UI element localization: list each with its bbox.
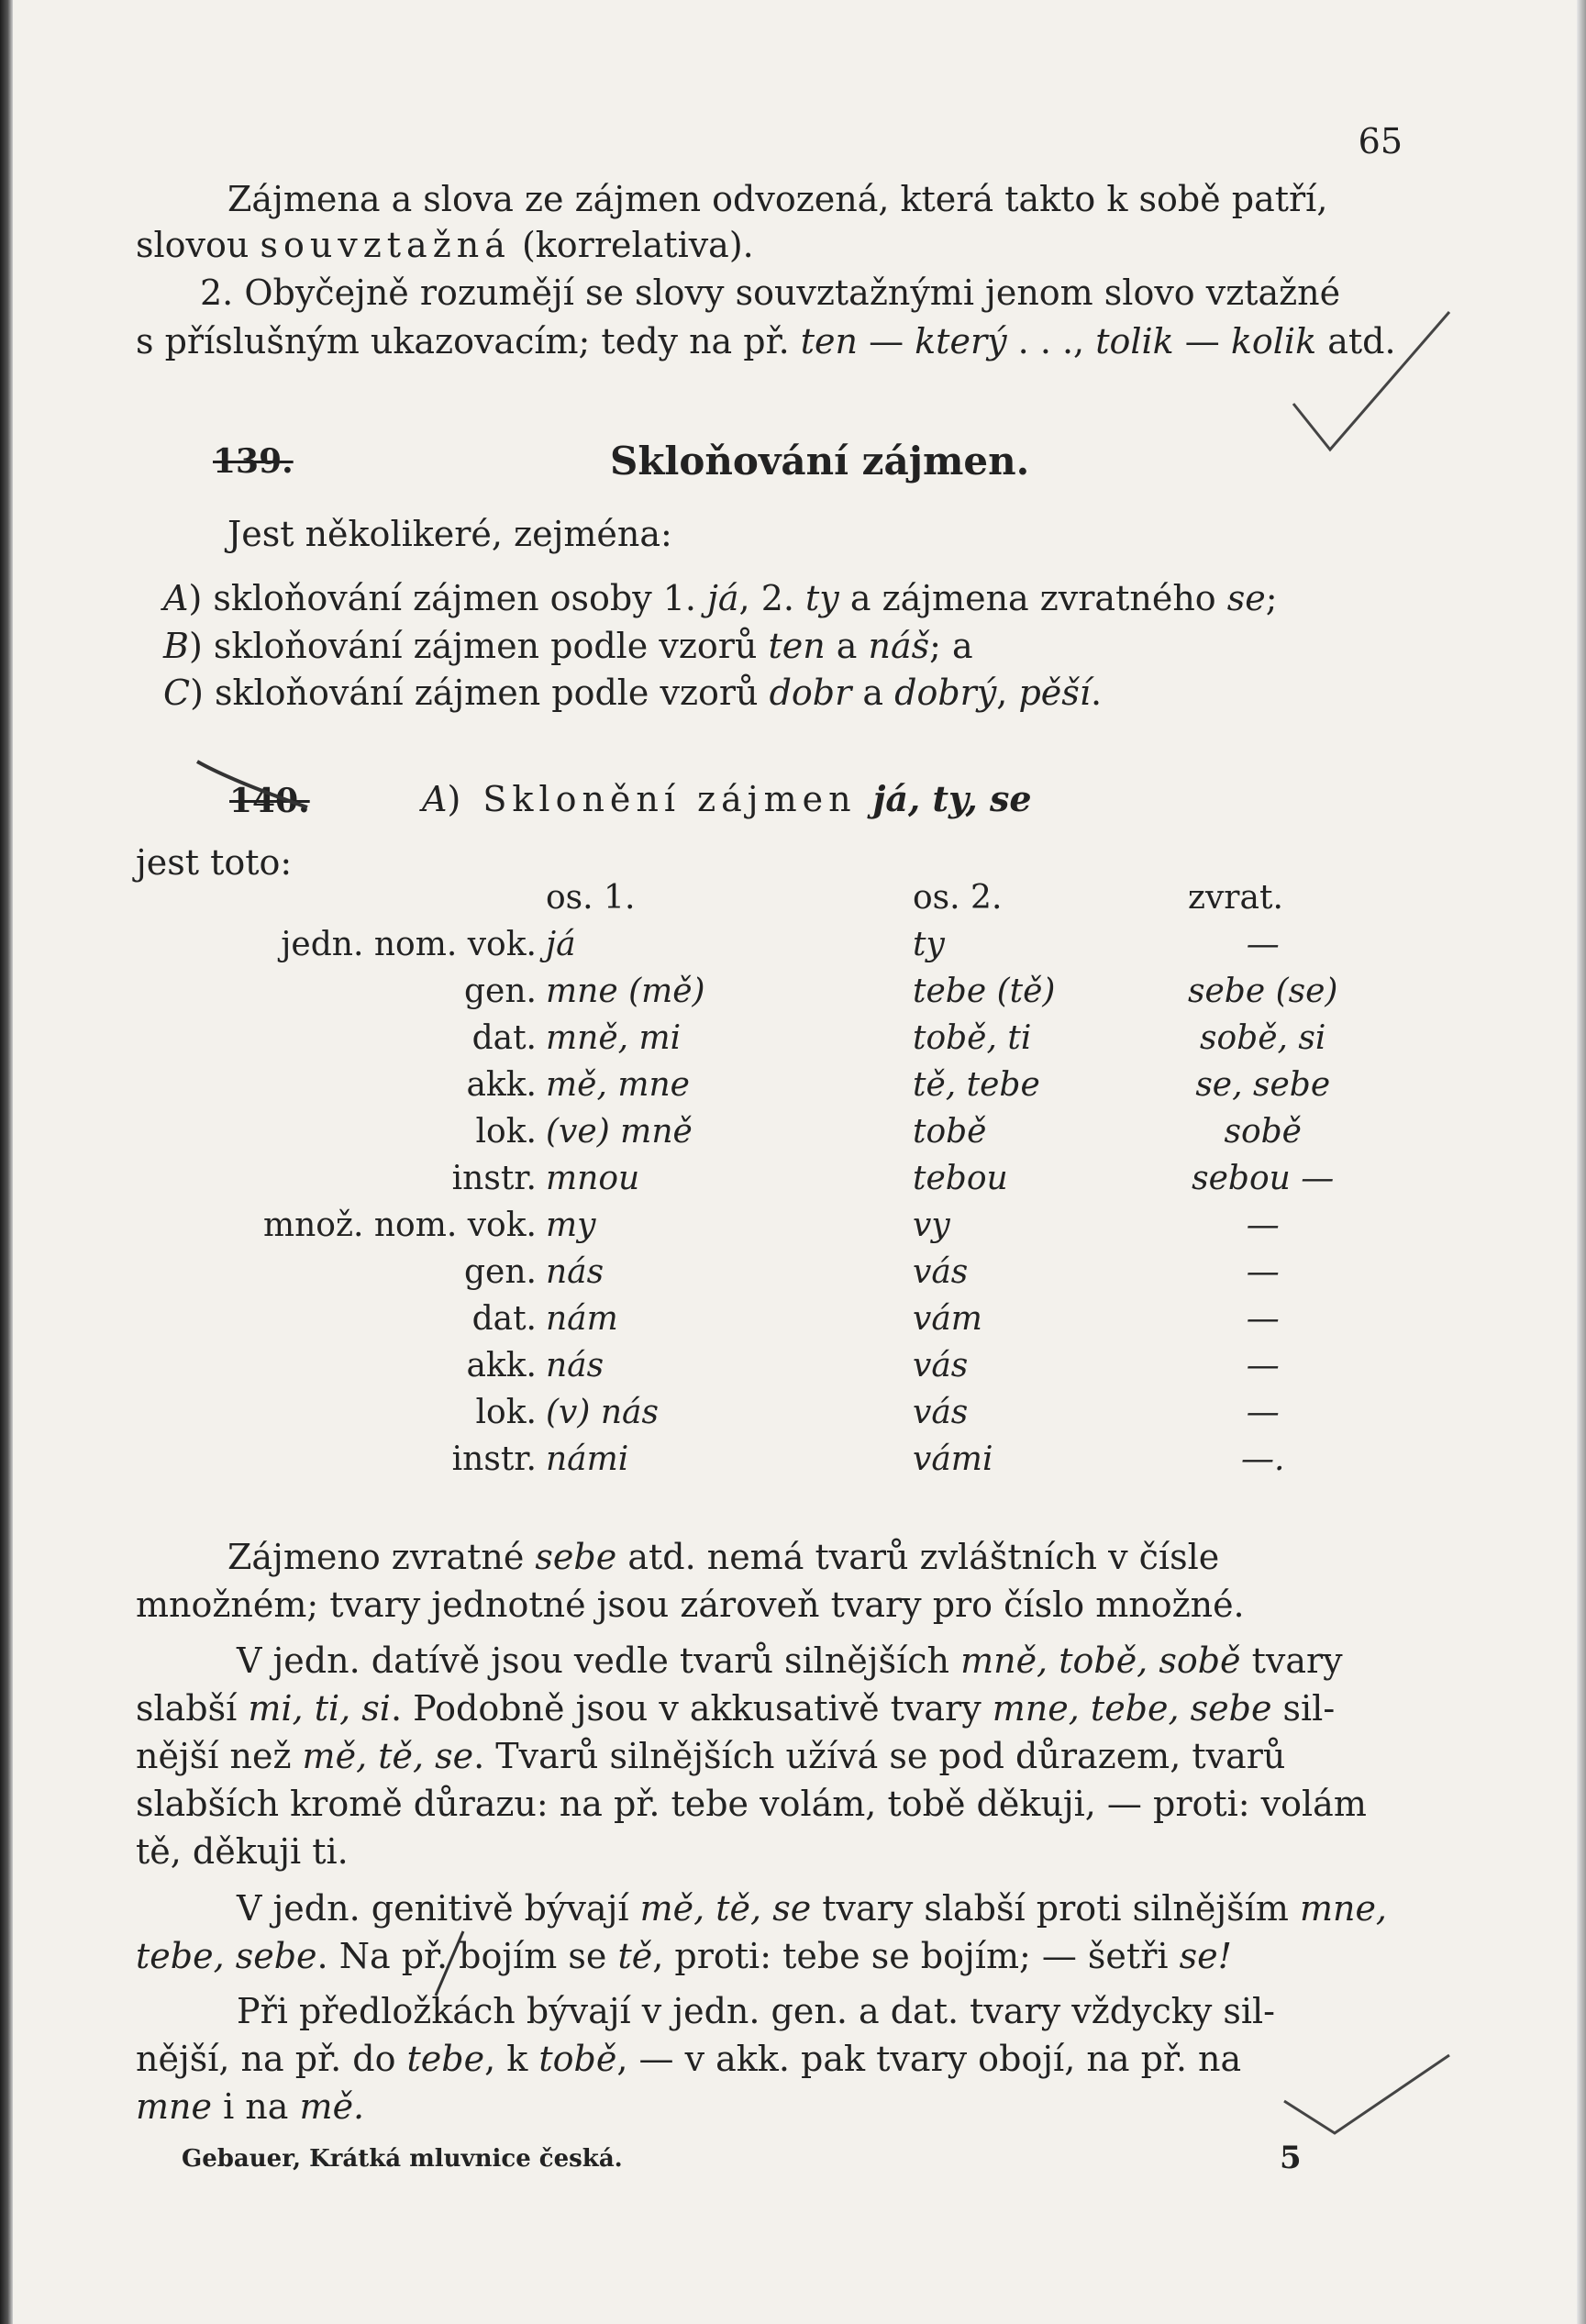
declension-form: já: [546, 926, 576, 963]
intro-line-4: s příslušným ukazovacím; tedy na př. ten — který . . ., tolik — kolik atd.: [136, 321, 1396, 361]
sec139-item-a: A) skloňování zájmen osoby 1. já, 2. ty a zájmena zvratného se;: [163, 578, 1278, 618]
declension-form: mě, mne: [546, 1066, 690, 1104]
sec139-item-b: B) skloňování zájmen podle vzorů ten a náš; a: [163, 626, 973, 666]
declension-case-label: dat.: [471, 1300, 537, 1338]
section-number-139: 139.: [213, 442, 294, 481]
declension-form: nás: [546, 1253, 604, 1291]
para1-line-2: množném; tvary jednotné jsou zároveň tvary pro číslo množné.: [136, 1585, 1245, 1625]
declension-form: my: [546, 1206, 596, 1244]
declension-form: vámi: [913, 1440, 993, 1478]
declension-case-label: gen.: [464, 973, 537, 1010]
declension-form: se, sebe: [1195, 1066, 1331, 1104]
footer-book-title: Gebauer, Krátká mluvnice česká.: [182, 2145, 623, 2173]
para1-line-1: Zájmeno zvratné sebe atd. nemá tvarů zvláštních v čísle: [227, 1537, 1220, 1577]
declension-case-label: instr.: [451, 1160, 537, 1197]
declension-form: tebe (tě): [913, 973, 1056, 1010]
pencil-stroke-140: [197, 762, 307, 807]
declension-case-label: akk.: [466, 1066, 537, 1104]
declension-form: —: [1246, 1394, 1280, 1431]
declension-case-label: lok.: [475, 1113, 537, 1151]
declension-form: nám: [546, 1300, 618, 1338]
section-heading: Skloňování zájmen.: [610, 439, 1030, 484]
declension-header-cell: os. 2.: [913, 879, 1003, 917]
declension-form: (ve) mně: [546, 1113, 693, 1151]
sec140-heading: A) Sklonění zájmen já, ty, se: [422, 778, 1032, 819]
para3-line-1: V jedn. genitivě bývají mě, tě, se tvary slabší proti silnějším mne,: [237, 1888, 1388, 1929]
declension-case-label: množ. nom. vok.: [262, 1206, 537, 1244]
declension-form: vás: [913, 1253, 969, 1291]
declension-form: vás: [913, 1394, 969, 1431]
section-number-140: 140.: [229, 782, 310, 820]
declension-form: vás: [913, 1347, 969, 1384]
intro-line-1: Zájmena a slova ze zájmen odvozená, která takto k sobě patří,: [227, 179, 1328, 219]
declension-form: sebou —: [1192, 1160, 1335, 1197]
declension-form: (v) nás: [546, 1394, 659, 1431]
declension-form: tobě, ti: [913, 1019, 1032, 1057]
declension-form: mnou: [546, 1160, 640, 1197]
check-mark-bottom: [1284, 2055, 1449, 2133]
declension-form: tebou: [913, 1160, 1008, 1197]
sec139-intro: Jest několikeré, zejména:: [227, 514, 672, 554]
para2-line-4: slabších kromě důrazu: na př. tebe volám, tobě děkuji, — proti: volám: [136, 1784, 1367, 1824]
footer-signature-number: 5: [1280, 2140, 1302, 2176]
declension-form: námi: [546, 1440, 629, 1478]
declension-form: ty: [913, 926, 945, 963]
declension-case-label: jedn. nom. vok.: [281, 926, 537, 963]
declension-form: sobě: [1224, 1113, 1302, 1151]
declension-form: —: [1246, 1253, 1280, 1291]
declension-header-cell: zvrat.: [1188, 879, 1283, 917]
pencil-slash: [436, 1931, 463, 1996]
declension-form: sobě, si: [1200, 1019, 1326, 1057]
declension-header-cell: os. 1.: [546, 879, 636, 917]
declension-form: mně, mi: [546, 1019, 682, 1057]
para2-line-2: slabší mi, ti, si. Podobně jsou v akkusativě tvary mne, tebe, sebe sil-: [136, 1688, 1336, 1729]
declension-form: —.: [1241, 1440, 1285, 1478]
page-number: 65: [1358, 121, 1403, 161]
declension-case-label: lok.: [475, 1394, 537, 1431]
declension-form: —: [1246, 1206, 1280, 1244]
sec139-item-c: C) skloňování zájmen podle vzorů dobr a dobrý, pěší.: [163, 673, 1103, 713]
para4-line-3: mne i na mě.: [136, 2086, 365, 2127]
para4-line-2: nější, na př. do tebe, k tobě, — v akk. pak tvary obojí, na př. na: [136, 2039, 1242, 2079]
intro-line-3: 2. Obyčejně rozumějí se slovy souvztažnými jenom slovo vztažné: [200, 272, 1341, 313]
para2-line-1: V jedn. datívě jsou vedle tvarů silnějších mně, tobě, sobě tvary: [237, 1640, 1343, 1681]
declension-form: vám: [913, 1300, 982, 1338]
para4-line-1: Při předložkách bývají v jedn. gen. a dat. tvary vždycky sil-: [237, 1991, 1276, 2031]
declension-case-label: instr.: [451, 1440, 537, 1478]
sec140-lead: jest toto:: [136, 842, 293, 883]
declension-form: tobě: [913, 1113, 987, 1151]
para3-line-2: tebe, sebe. Na př. bojím se tě, proti: tebe se bojím; — šetři se!: [136, 1936, 1232, 1976]
check-mark-top: [1293, 312, 1449, 450]
declension-form: vy: [913, 1206, 950, 1244]
declension-case-label: gen.: [464, 1253, 537, 1291]
intro-line-2: slovou souvztažná (korrelativa).: [136, 225, 754, 265]
declension-case-label: akk.: [466, 1347, 537, 1384]
declension-form: nás: [546, 1347, 604, 1384]
declension-form: —: [1246, 1347, 1280, 1384]
declension-form: tě, tebe: [913, 1066, 1040, 1104]
declension-form: mne (mě): [546, 973, 705, 1010]
declension-form: sebe (se): [1188, 973, 1338, 1010]
declension-case-label: dat.: [471, 1019, 537, 1057]
para2-line-5: tě, děkuji ti.: [136, 1831, 349, 1872]
declension-form: —: [1246, 1300, 1280, 1338]
declension-form: —: [1246, 926, 1280, 963]
para2-line-3: nější než mě, tě, se. Tvarů silnějších užívá se pod důrazem, tvarů: [136, 1736, 1286, 1776]
